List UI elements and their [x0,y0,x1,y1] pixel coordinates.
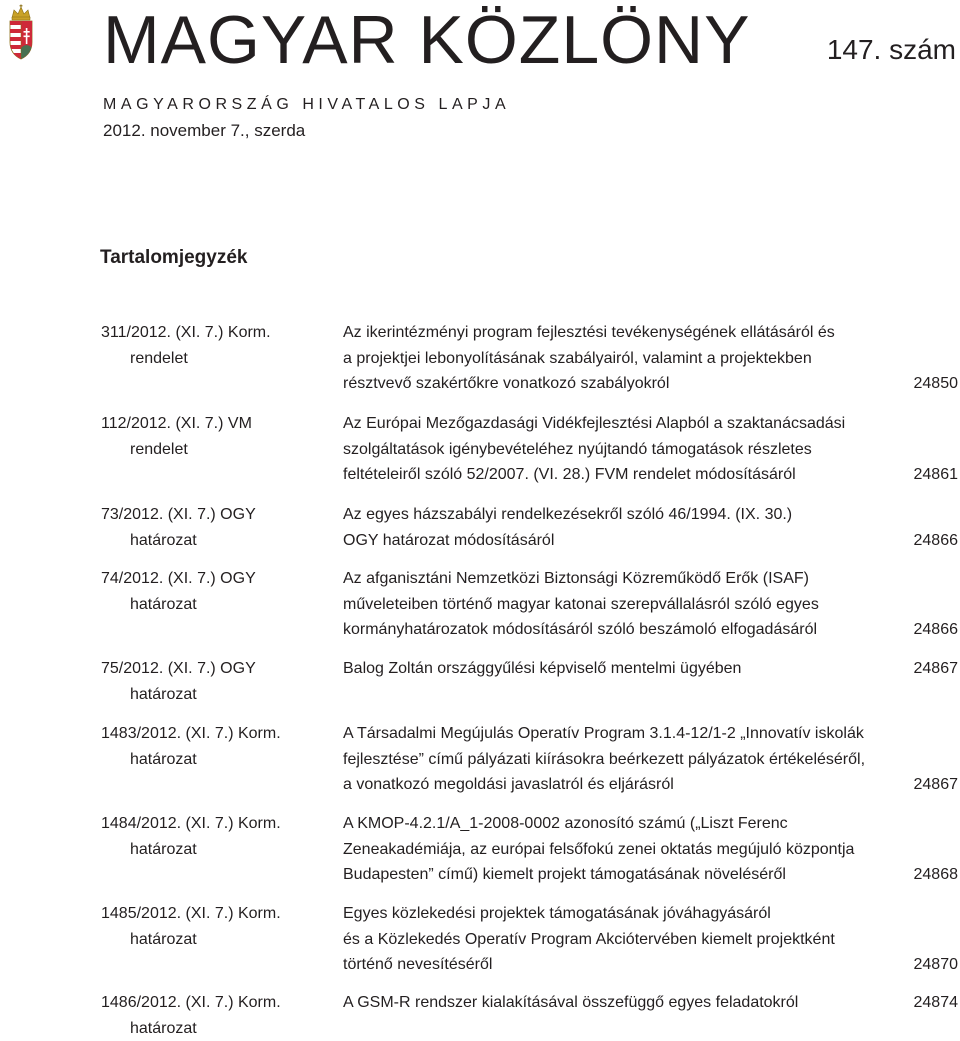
toc-entry-ref-type: határozat [101,592,301,618]
toc-entry-page: 24867 [914,656,959,682]
toc-entry-reference [101,811,301,862]
toc-entry-page: 24868 [914,862,959,888]
toc-entry-reference [101,656,301,707]
toc-entry-reference [101,721,301,772]
toc-entry-page: 24867 [914,772,959,798]
toc-entry-title [343,502,903,553]
toc-entry-title [343,990,903,1016]
publication-subtitle: MAGYARORSZÁG HIVATALOS LAPJA [103,95,510,115]
toc-entry-ref-number: 73/2012. (XI. 7.) OGY [101,506,256,523]
toc-entry-reference [101,502,301,553]
toc-entry-page: 24861 [914,462,959,488]
toc-entry-reference [101,320,301,371]
publication-title: MAGYAR KÖZLÖNY [103,0,751,80]
toc-entry-title-line: feltételeiről szóló 52/2007. (VI. 28.) FVM rendelet módosításáról [343,462,903,488]
toc-entry-page: 24870 [914,952,959,978]
toc-entry-ref-type: határozat [101,1016,301,1041]
toc-entry-page: 24850 [914,371,959,397]
toc-heading: Tartalomjegyzék [100,246,247,270]
toc-entry-title-line: a projektjei lebonyolításának szabályairól, valamint a projektekben [343,346,903,372]
toc-entry-ref-type: határozat [101,682,301,708]
toc-entry-reference [101,990,301,1041]
toc-entry-title-line: a vonatkozó megoldási javaslatról és eljárásról [343,772,903,798]
toc-entry-title-line: történő nevesítéséről [343,952,903,978]
toc-entry-title-line: A KMOP-4.2.1/A_1-2008-0002 azonosító számú („Liszt Ferenc [343,811,903,837]
issue-number: 147. szám [827,33,956,67]
toc-entry-title-line: Az ikerintézményi program fejlesztési tevékenységének ellátásáról és [343,320,903,346]
toc-entry-ref-number: 1486/2012. (XI. 7.) Korm. [101,994,281,1011]
toc-entry-ref-number: 112/2012. (XI. 7.) VM [101,415,252,432]
toc-entry-title [343,811,903,888]
toc-entry-title-line: szolgáltatások igénybevételéhez nyújtandó támogatások részletes [343,437,903,463]
toc-entry-title [343,566,903,643]
toc-entry-title-line: Budapesten” című) kiemelt projekt támogatásának növeléséről [343,862,903,888]
toc-entry-reference [101,566,301,617]
toc-entry-ref-number: 1483/2012. (XI. 7.) Korm. [101,725,281,742]
toc-entry-ref-number: 74/2012. (XI. 7.) OGY [101,570,256,587]
toc-entry-title [343,411,903,488]
toc-entry-title-line: Zeneakadémiája, az európai felsőfokú zenei oktatás megújuló központja [343,837,903,863]
toc-entry-ref-number: 1485/2012. (XI. 7.) Korm. [101,905,281,922]
toc-entry-title-line: Az afganisztáni Nemzetközi Biztonsági Közreműködő Erők (ISAF) [343,566,903,592]
toc-entry-title [343,901,903,978]
toc-entry-title-line: A GSM-R rendszer kialakításával összefüggő egyes feladatokról [343,990,903,1016]
issue-date: 2012. november 7., szerda [103,120,305,142]
toc-entry-ref-type: határozat [101,927,301,953]
toc-entry-title [343,320,903,397]
toc-entry-ref-number: 75/2012. (XI. 7.) OGY [101,660,256,677]
toc-entry-title-line: fejlesztése” című pályázati kiírásokra beérkezett pályázatok értékeléséről, [343,747,903,773]
toc-entry-ref-type: határozat [101,528,301,554]
toc-entry-ref-type: határozat [101,747,301,773]
toc-entry-page: 24866 [914,528,959,554]
toc-entry-title-line: OGY határozat módosításáról [343,528,903,554]
toc-entry-title-line: Az egyes házszabályi rendelkezésekről szóló 46/1994. (IX. 30.) [343,502,903,528]
toc-entry-title [343,656,903,682]
toc-entry-ref-type: határozat [101,837,301,863]
toc-entry-ref-number: 311/2012. (XI. 7.) Korm. [101,324,271,341]
toc-entry-reference [101,411,301,462]
toc-entry-title-line: kormányhatározatok módosításáról szóló beszámoló elfogadásáról [343,617,903,643]
toc-entry-title-line: és a Közlekedés Operatív Program Akciótervében kiemelt projektként [343,927,903,953]
toc-entry-title-line: Balog Zoltán országgyűlési képviselő mentelmi ügyében [343,656,903,682]
toc-entry-title-line: műveleteiben történő magyar katonai szerepvállalásról szóló egyes [343,592,903,618]
toc-entry-title-line: résztvevő szakértőkre vonatkozó szabályokról [343,371,903,397]
toc-entry-title-line: A Társadalmi Megújulás Operatív Program 3.1.4-12/1-2 „Innovatív iskolák [343,721,903,747]
toc-entry-reference [101,901,301,952]
toc-entry-ref-number: 1484/2012. (XI. 7.) Korm. [101,815,281,832]
toc-entry-page: 24874 [914,990,959,1016]
toc-entry-page: 24866 [914,617,959,643]
toc-entry-title-line: Egyes közlekedési projektek támogatásának jóváhagyásáról [343,901,903,927]
toc-entry-ref-type: rendelet [101,346,301,372]
toc-entry-title [343,721,903,798]
toc-entry-ref-type: rendelet [101,437,301,463]
toc-entry-title-line: Az Európai Mezőgazdasági Vidékfejlesztési Alapból a szaktanácsadási [343,411,903,437]
